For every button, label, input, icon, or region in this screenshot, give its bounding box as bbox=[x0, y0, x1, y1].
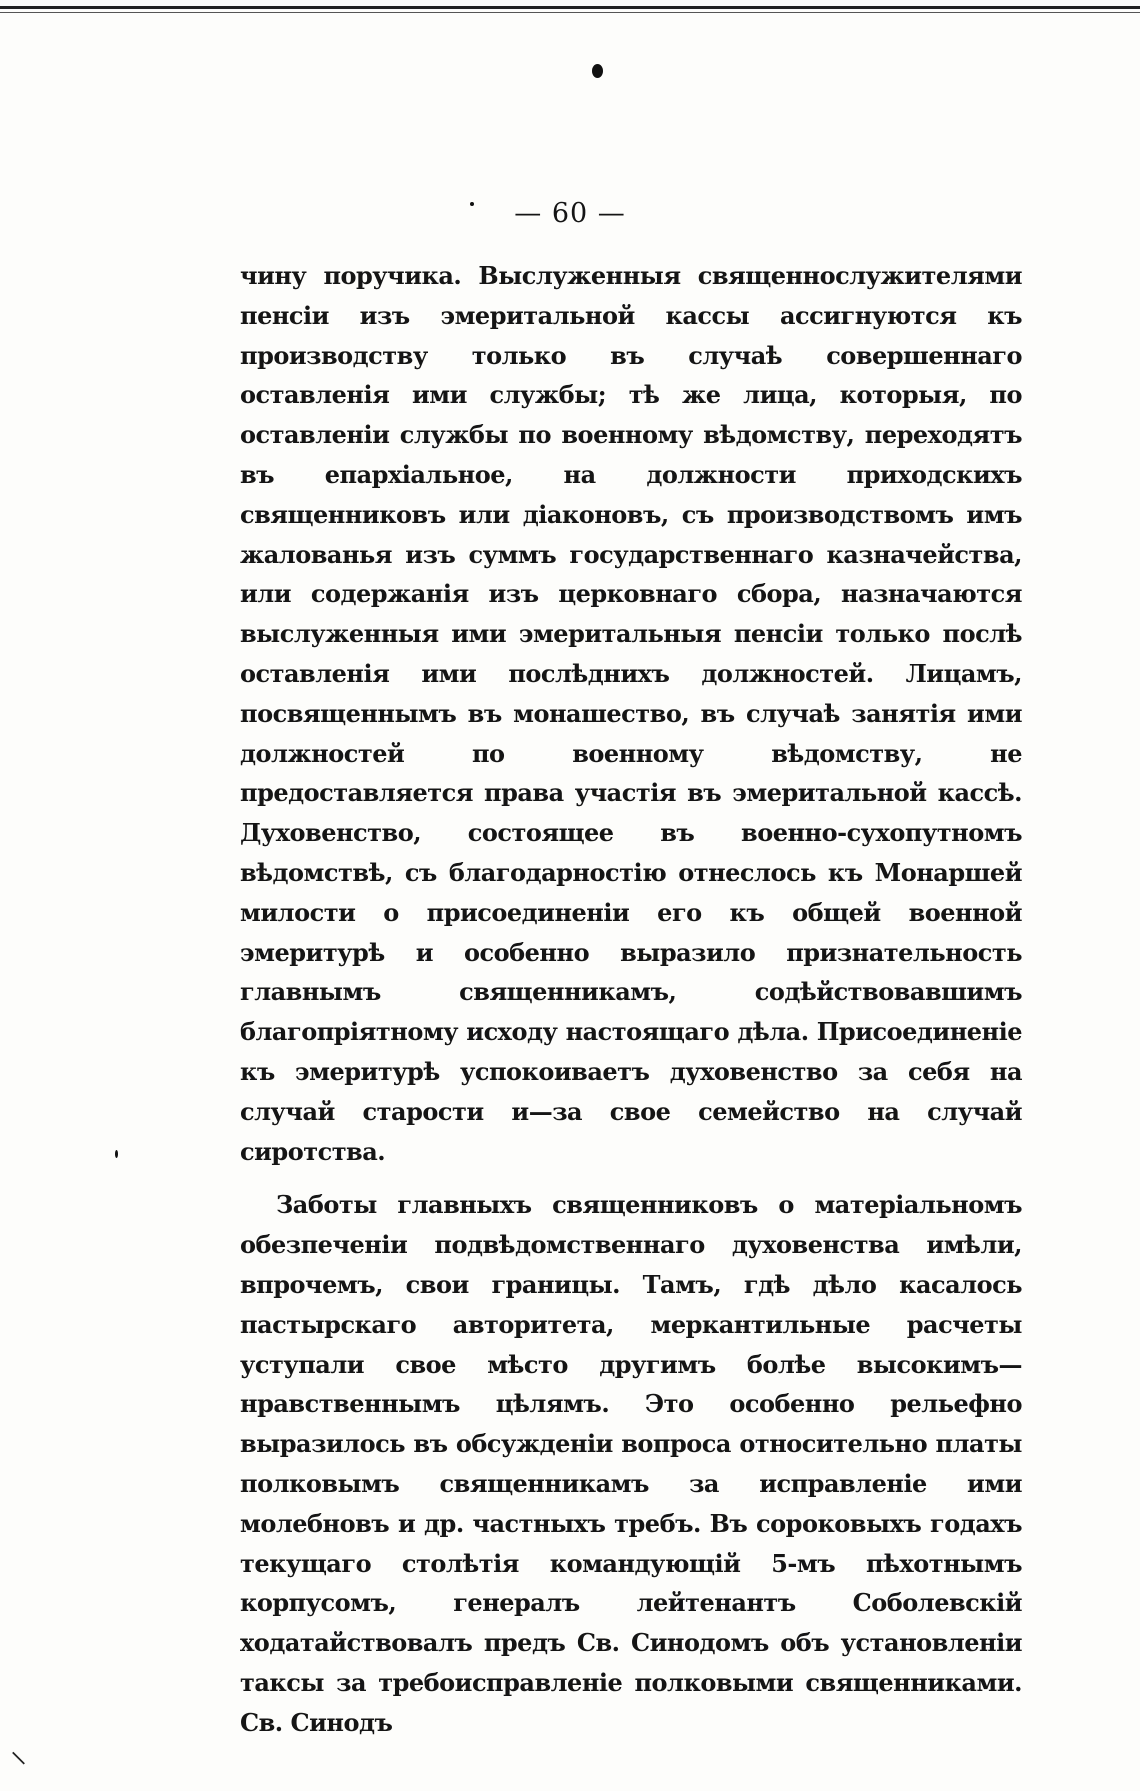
ink-blot bbox=[592, 64, 603, 78]
top-border-line bbox=[0, 6, 1140, 9]
paragraph-1: чину поручика. Выслуженныя священнослужителями пенсіи изъ эмеритальной кассы ассигнуются къ производству только въ случаѣ совершеннаго оставленія ими службы; тѣ же лица, которыя, по оставленіи службы по военному вѣдомству, переходятъ въ епархіальное, на должности приходскихъ священниковъ или діаконовъ, съ производствомъ имъ жалованья изъ суммъ государственнаго казначейства, или содержанія изъ церковнаго сбора, назначаются выслуженныя ими эмеритальныя пенсіи только послѣ оставленія ими послѣднихъ должностей. Лицамъ, посвященнымъ въ монашество, въ случаѣ занятія ими должностей по военному вѣдомству, не предоставляется права участія въ эмеритальной кассѣ. Духовенство, состоящее въ военно-сухопутномъ вѣдомствѣ, съ благодарностію отнеслось къ Монаршей милости о присоединеніи его къ общей военной эмеритурѣ и особенно выразило признательность главнымъ священникамъ, содѣйствовавшимъ благопріятному исходу настоящаго дѣла. Присоединеніе къ эмеритурѣ успокоиваетъ духовенство за себя на случай старости и—за свое семейство на случай сиротства. bbox=[240, 261, 1022, 1166]
paragraph-2: Заботы главныхъ священниковъ о матеріальномъ обезпеченіи подвѣдомственнаго духовенства имѣли, впрочемъ, свои границы. Тамъ, гдѣ дѣло касалось пастырскаго авторитета, меркантильные расчеты уступали свое мѣсто другимъ болѣе высокимъ—нравственнымъ цѣлямъ. Это особенно рельефно выразилось въ обсужденіи вопроса относительно платы полковымъ священникамъ за исправленіе ими молебновъ и др. частныхъ требъ. Въ сороковыхъ годахъ текущаго столѣтія командующій 5-мъ пѣхотнымъ корпусомъ, генералъ лейтенантъ Соболевскій ходатайствовалъ предъ Св. Синодомъ объ установленіи таксы за требоисправленіе полковыми священниками. Св. Синодъ bbox=[240, 1190, 1022, 1737]
body-text bbox=[240, 256, 1022, 1742]
page-number: — 60 — bbox=[514, 198, 626, 229]
top-border-thin-line bbox=[0, 12, 1140, 13]
scan-mark: ⸌ bbox=[10, 1745, 27, 1785]
ink-speck bbox=[115, 1150, 118, 1158]
